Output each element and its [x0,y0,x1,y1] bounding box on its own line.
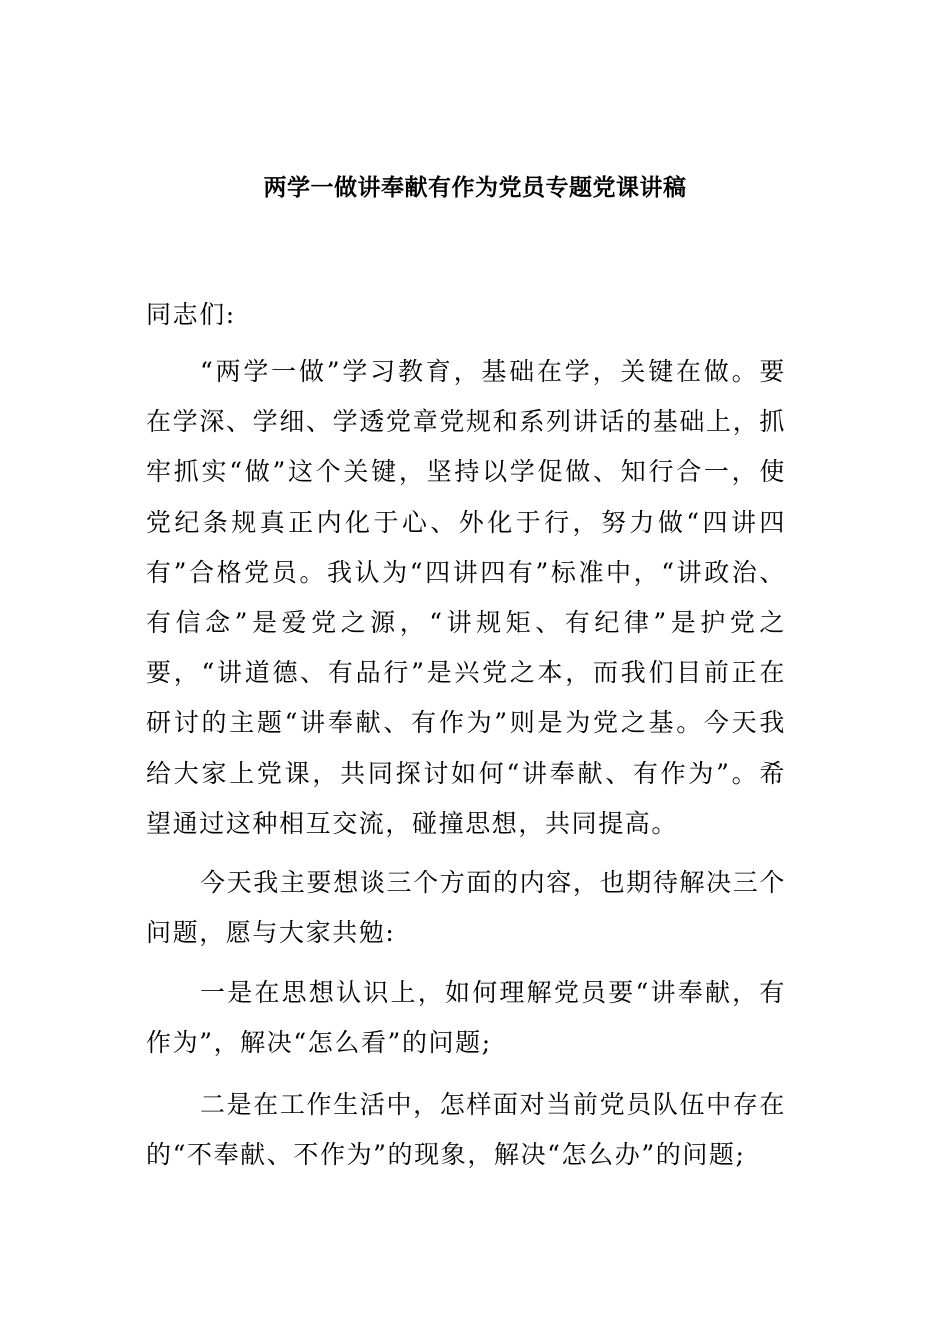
paragraph-intro: “两学一做”学习教育，基础在学，关键在做。要在学深、学细、学透党章党规和系列讲话的基础上，抓牢抓实“做”这个关键，坚持以学促做、知行合一，使党纪条规真正内化于心、外化于行，努力做“四讲四有”合格党员。我认为“四讲四有”标准中，“讲政治、有信念”是爱党之源，“讲规矩、有纪律”是护党之要，“讲道德、有品行”是兴党之本，而我们目前正在研讨的主题“讲奉献、有作为”则是为党之基。今天我给大家上党课，共同探讨如何“讲奉献、有作为”。希望通过这种相互交流，碰撞思想，共同提高。 [146,357,786,838]
salutation: 同志们: [146,300,236,329]
paragraph-point-two: 二是在工作生活中，怎样面对当前党员队伍中存在的“不奉献、不作为”的现象，解决“怎么办”的问题; [146,1090,786,1170]
paragraph-overview: 今天我主要想谈三个方面的内容，也期待解决三个问题，愿与大家共勉: [146,868,786,948]
document-title: 两学一做讲奉献有作为党员专题党课讲稿 [263,174,687,201]
paragraph-point-one: 一是在思想认识上，如何理解党员要“讲奉献，有作为”，解决“怎么看”的问题; [146,978,786,1058]
